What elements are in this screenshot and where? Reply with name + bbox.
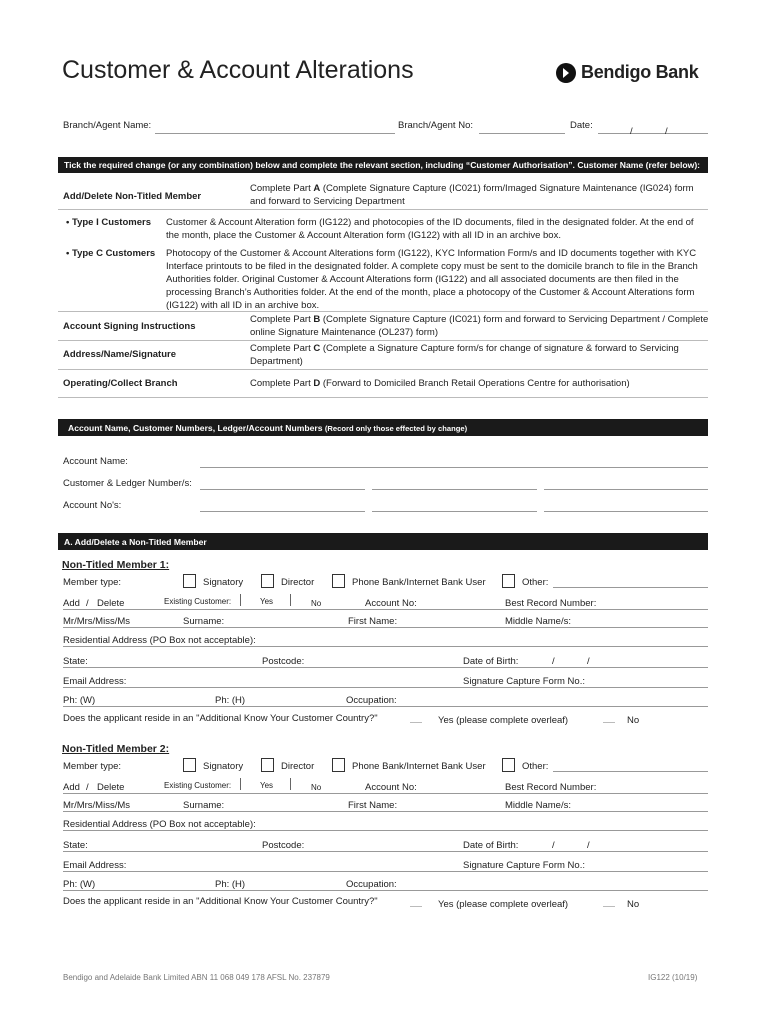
dob-slash: / xyxy=(552,656,555,667)
account-nos-field-1[interactable] xyxy=(200,511,365,512)
address-text-c: Department) xyxy=(250,356,303,367)
state-row-line[interactable] xyxy=(63,667,708,668)
email-row-line[interactable] xyxy=(63,687,708,688)
existing-no[interactable]: No xyxy=(311,599,322,608)
residential-field[interactable] xyxy=(63,646,708,647)
email-row-line[interactable] xyxy=(63,871,708,872)
add-delete-text-c: and forward to Servicing Department xyxy=(250,196,405,207)
existing-separator xyxy=(290,778,291,790)
divider xyxy=(58,340,708,341)
type-c-line: Photocopy of the Customer & Account Alterations form (IG122), KYC Information Form/s and ID documents together with KYC xyxy=(166,248,697,259)
brand-name: Bendigo Bank xyxy=(581,62,699,82)
member-heading: Non-Titled Member 1: xyxy=(62,559,170,571)
other-checkbox[interactable] xyxy=(502,574,515,588)
director-label: Director xyxy=(281,761,315,772)
existing-separator xyxy=(240,594,241,606)
postcode-label: Postcode: xyxy=(262,840,305,851)
other-label: Other: xyxy=(522,577,549,588)
middle-name-label: Middle Name/s: xyxy=(505,616,571,627)
type-i-line: the month, place the Customer & Account Alteration form (IG122) with all ID in an archive box. xyxy=(166,230,561,241)
account-name-label: Account Name: xyxy=(63,456,128,467)
phone-bank-checkbox[interactable] xyxy=(332,758,345,772)
kyc-yes-box[interactable] xyxy=(410,906,422,907)
signatory-checkbox[interactable] xyxy=(183,574,196,588)
residential-label: Residential Address (PO Box not acceptable): xyxy=(63,635,256,646)
director-checkbox[interactable] xyxy=(261,758,274,772)
other-field[interactable] xyxy=(553,771,708,772)
account-no-label: Account No: xyxy=(365,598,417,609)
add-delete-text-a: Complete Part xyxy=(250,183,314,194)
dob-slash: / xyxy=(587,656,590,667)
kyc-yes-label: Yes (please complete overleaf) xyxy=(438,715,569,726)
signatory-checkbox[interactable] xyxy=(183,758,196,772)
add-delete-slash: / xyxy=(86,782,89,793)
add-delete-text-b: (Complete Signature Capture (IC021) form/Imaged Signature Maintenance (IG024) form xyxy=(320,183,694,194)
signatory-label: Signatory xyxy=(203,761,244,772)
name-row-line[interactable] xyxy=(63,811,708,812)
best-record-label: Best Record Number: xyxy=(505,782,597,793)
ph-h-label: Ph: (H) xyxy=(215,879,246,890)
branch-agent-name-label: Branch/Agent Name: xyxy=(63,120,152,131)
divider xyxy=(58,369,708,370)
part-c-letter: C xyxy=(313,343,321,354)
footer-company: Bendigo and Adelaide Bank Limited ABN 11 068 049 178 AFSL No. 237879 xyxy=(63,973,330,982)
type-i-label: • Type I Customers xyxy=(66,217,151,228)
address-text xyxy=(250,342,710,368)
part-a-bar xyxy=(58,533,708,550)
dob-label: Date of Birth: xyxy=(463,840,519,851)
part-d-letter: D xyxy=(313,378,321,389)
ph-w-label: Ph: (W) xyxy=(63,695,96,706)
account-nos-field-2[interactable] xyxy=(372,511,537,512)
first-name-label: First Name: xyxy=(348,616,398,627)
address-text-a: Complete Part xyxy=(250,343,314,354)
divider xyxy=(58,397,708,398)
part-b-letter: B xyxy=(313,314,321,325)
signing-label: Account Signing Instructions xyxy=(63,321,196,332)
signing-text-c: online Signature Maintenance (OL237) form) xyxy=(250,327,438,338)
ph-h-label: Ph: (H) xyxy=(215,695,246,706)
add-delete-slash: / xyxy=(86,598,89,609)
part-a-bar-title: A. Add/Delete a Non-Titled Member xyxy=(64,537,207,547)
residential-label: Residential Address (PO Box not acceptable): xyxy=(63,819,256,830)
account-nos-field-3[interactable] xyxy=(544,511,708,512)
dob-label: Date of Birth: xyxy=(463,656,519,667)
occupation-label: Occupation: xyxy=(346,695,397,706)
part-a-letter: A xyxy=(313,183,321,194)
branch-agent-name-field[interactable] xyxy=(155,133,395,134)
member-heading: Non-Titled Member 2: xyxy=(62,743,170,755)
kyc-no-label: No xyxy=(627,899,640,910)
footer-form-code: IG122 (10/19) xyxy=(648,973,698,982)
kyc-no-box[interactable] xyxy=(603,906,615,907)
member-row-line[interactable] xyxy=(63,609,708,610)
kyc-no-box[interactable] xyxy=(603,722,615,723)
existing-yes[interactable]: Yes xyxy=(260,781,274,790)
existing-separator xyxy=(240,778,241,790)
email-label: Email Address: xyxy=(63,860,127,871)
instructions-bar xyxy=(58,157,708,173)
surname-label: Surname: xyxy=(183,616,225,627)
divider xyxy=(58,209,708,210)
phone-bank-checkbox[interactable] xyxy=(332,574,345,588)
phone-bank-label: Phone Bank/Internet Bank User xyxy=(352,761,486,772)
kyc-yes-box[interactable] xyxy=(410,722,422,723)
existing-customer-label: Existing Customer: xyxy=(164,597,232,606)
other-label: Other: xyxy=(522,761,549,772)
page-title: Customer & Account Alterations xyxy=(62,56,414,84)
type-i-line: Customer & Account Alteration form (IG122) and photocopies of the ID documents, filed in the designated folder. At the end of xyxy=(166,217,694,228)
residential-field[interactable] xyxy=(63,830,708,831)
date-label: Date: xyxy=(570,120,593,131)
delete-option[interactable]: Delete xyxy=(97,782,125,793)
email-label: Email Address: xyxy=(63,676,127,687)
existing-yes[interactable]: Yes xyxy=(260,597,274,606)
dob-slash: / xyxy=(552,840,555,851)
postcode-label: Postcode: xyxy=(262,656,305,667)
kyc-question: Does the applicant reside in an "Additional Know Your Customer Country?" xyxy=(63,896,378,907)
title-label: Mr/Mrs/Miss/Ms xyxy=(63,800,131,811)
phone-row-line[interactable] xyxy=(63,890,708,891)
existing-no[interactable]: No xyxy=(311,783,322,792)
name-row-line[interactable] xyxy=(63,627,708,628)
state-label: State: xyxy=(63,840,88,851)
accounts-bar xyxy=(58,419,708,436)
type-c-text xyxy=(166,247,711,312)
date-field[interactable] xyxy=(598,133,708,134)
title-label: Mr/Mrs/Miss/Ms xyxy=(63,616,131,627)
surname-label: Surname: xyxy=(183,800,225,811)
account-nos-label: Account No's: xyxy=(63,500,122,511)
type-c-line: Interface printouts to be filed in the designated folder. A complete copy must be sent to the domicile branch to file in the Branch xyxy=(166,261,698,272)
first-name-label: First Name: xyxy=(348,800,398,811)
type-c-label: • Type C Customers xyxy=(66,248,156,259)
phone-bank-label: Phone Bank/Internet Bank User xyxy=(352,577,486,588)
delete-option[interactable]: Delete xyxy=(97,598,125,609)
sig-capture-label: Signature Capture Form No.: xyxy=(463,676,585,687)
address-text-b: (Complete a Signature Capture form/s for change of signature & forward to Servicing xyxy=(320,343,679,354)
state-label: State: xyxy=(63,656,88,667)
signing-text-b: (Complete Signature Capture (IC021) form and forward to Servicing Department / Complete xyxy=(320,314,709,325)
address-label: Address/Name/Signature xyxy=(63,349,176,360)
phone-row-line[interactable] xyxy=(63,706,708,707)
existing-customer-label: Existing Customer: xyxy=(164,781,232,790)
branch-agent-no-label: Branch/Agent No: xyxy=(398,120,473,131)
best-record-label: Best Record Number: xyxy=(505,598,597,609)
sig-capture-label: Signature Capture Form No.: xyxy=(463,860,585,871)
occupation-label: Occupation: xyxy=(346,879,397,890)
add-option[interactable]: Add xyxy=(63,598,80,609)
member-type-label: Member type: xyxy=(63,761,122,772)
type-c-line: (IG122) with all ID in an archive box. xyxy=(166,300,320,311)
director-label: Director xyxy=(281,577,315,588)
date-slash-1: / xyxy=(630,126,633,137)
bendigo-logo-icon xyxy=(556,63,576,83)
type-c-line: processing Branch’s Authorities folder. At the end of the month, place a photocopy of the Customer & Account Alterations form xyxy=(166,287,695,298)
operating-text xyxy=(250,377,710,390)
add-delete-text xyxy=(250,182,710,208)
ph-w-label: Ph: (W) xyxy=(63,879,96,890)
dob-slash: / xyxy=(587,840,590,851)
kyc-no-label: No xyxy=(627,715,640,726)
customer-ledger-field-1[interactable] xyxy=(200,489,365,490)
branch-agent-no-field[interactable] xyxy=(479,133,565,134)
type-i-text xyxy=(166,216,711,242)
account-no-label: Account No: xyxy=(365,782,417,793)
signing-text xyxy=(250,313,710,339)
add-option[interactable]: Add xyxy=(63,782,80,793)
signing-text-a: Complete Part xyxy=(250,314,314,325)
operating-text-b: (Forward to Domiciled Branch Retail Operations Centre for authorisation) xyxy=(320,378,630,389)
operating-text-a: Complete Part xyxy=(250,378,314,389)
operating-label: Operating/Collect Branch xyxy=(63,378,178,389)
other-checkbox[interactable] xyxy=(502,758,515,772)
account-name-field[interactable] xyxy=(200,467,708,468)
director-checkbox[interactable] xyxy=(261,574,274,588)
kyc-question: Does the applicant reside in an "Additional Know Your Customer Country?" xyxy=(63,713,378,724)
member-row-line[interactable] xyxy=(63,793,708,794)
accounts-bar-note: (Record only those effected by change) xyxy=(324,424,468,433)
kyc-yes-label: Yes (please complete overleaf) xyxy=(438,899,569,910)
customer-ledger-field-2[interactable] xyxy=(372,489,537,490)
divider xyxy=(58,311,708,312)
existing-separator xyxy=(290,594,291,606)
type-c-line: Authorities folder. Original Customer & Account Alterations form (IG122) and all associated documents are then filed in the xyxy=(166,274,679,285)
date-slash-2: / xyxy=(665,126,668,137)
customer-ledger-label: Customer & Ledger Number/s: xyxy=(63,478,192,489)
middle-name-label: Middle Name/s: xyxy=(505,800,571,811)
instructions-text: Tick the required change (or any combination) below and complete the relevant section, including “Customer Authorisation”. Customer Name (refer below): xyxy=(64,160,701,170)
signatory-label: Signatory xyxy=(203,577,244,588)
accounts-bar-title: Account Name, Customer Numbers, Ledger/Account Numbers xyxy=(68,423,325,433)
other-field[interactable] xyxy=(553,587,708,588)
member-type-label: Member type: xyxy=(63,577,122,588)
state-row-line[interactable] xyxy=(63,851,708,852)
add-delete-label: Add/Delete Non-Titled Member xyxy=(63,191,202,202)
customer-ledger-field-3[interactable] xyxy=(544,489,708,490)
